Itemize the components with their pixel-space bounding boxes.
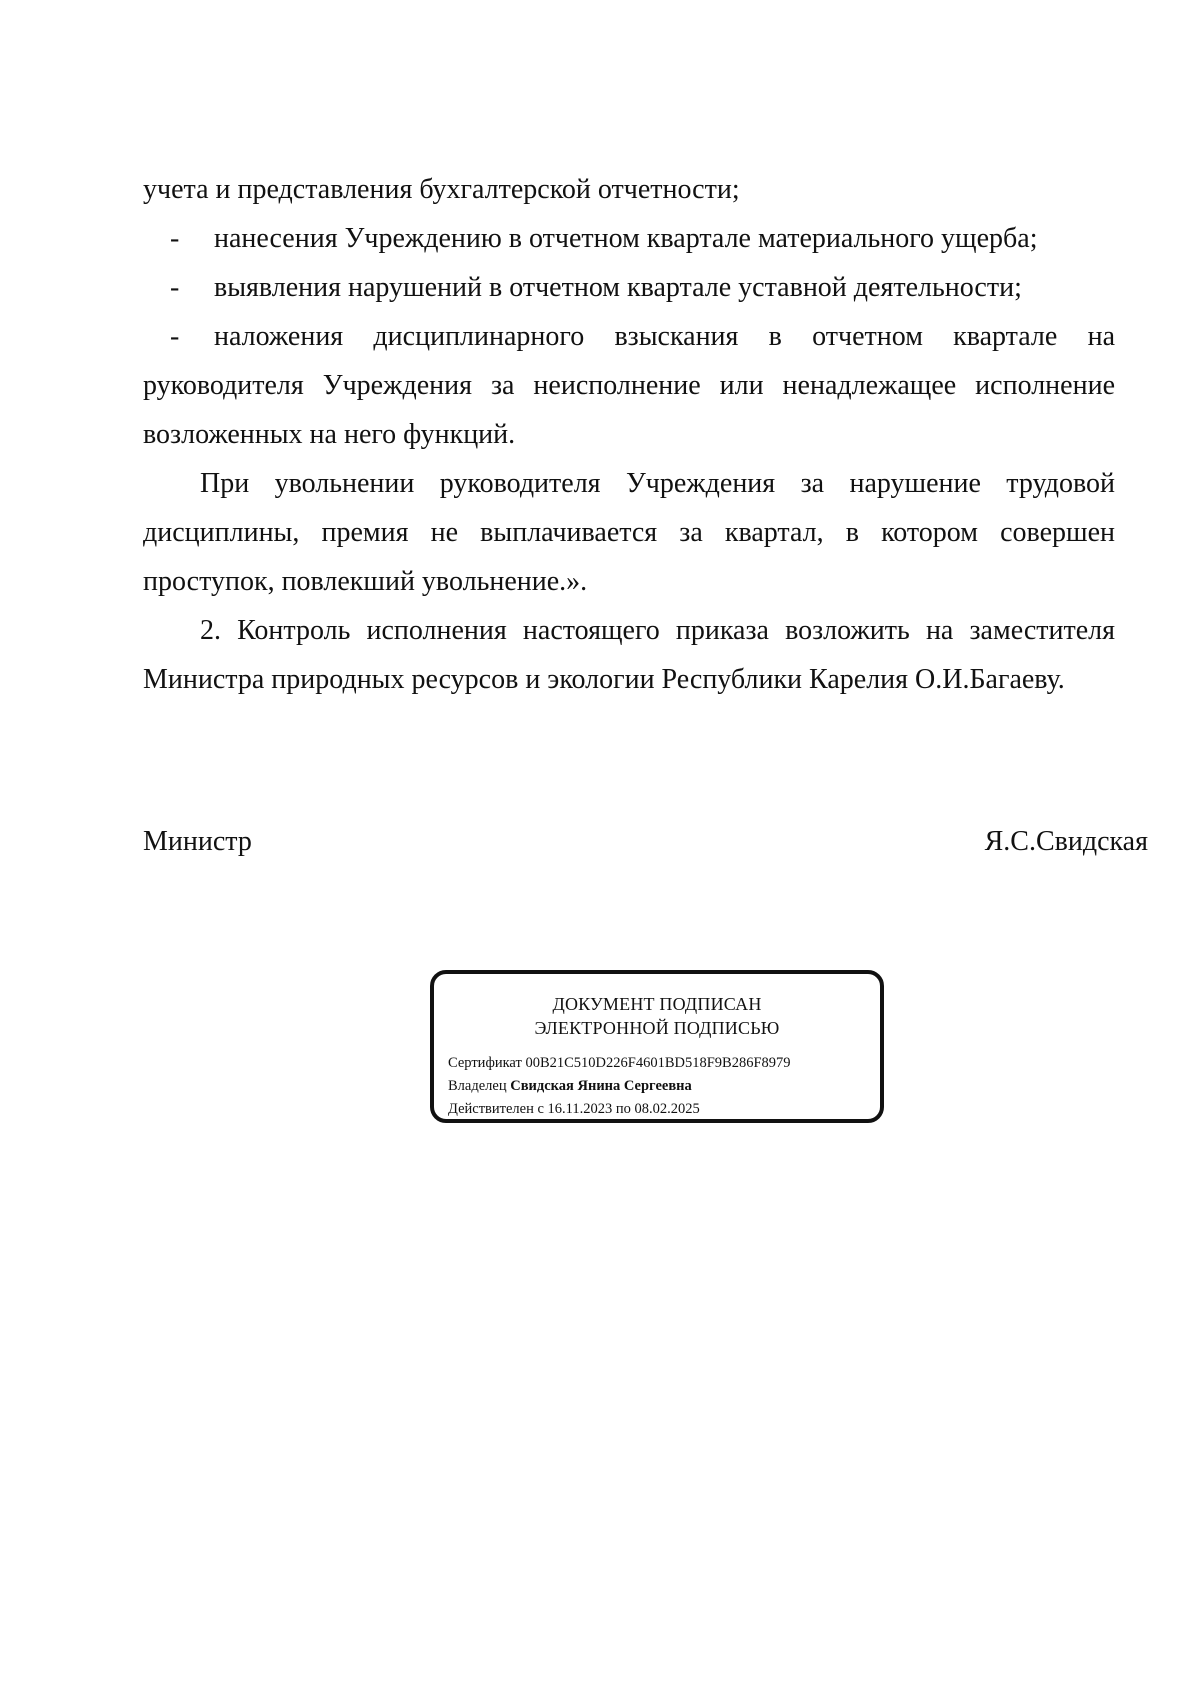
paragraph-continuation: учета и представления бухгалтерской отчетности; bbox=[143, 174, 740, 205]
valid-label: Действителен с bbox=[448, 1101, 544, 1117]
stamp-details bbox=[448, 1052, 791, 1121]
stamp-certificate-row bbox=[448, 1052, 791, 1075]
list-item-text: наложения дисциплинарного взыскания в отчетном квартале на руководителя Учреждения за неисполнение или ненадлежащее исполнение возложенных на него функций. bbox=[143, 321, 1115, 450]
stamp-owner-row bbox=[448, 1075, 791, 1098]
document-body bbox=[143, 165, 1115, 704]
certificate-label: Сертификат bbox=[448, 1055, 522, 1071]
stamp-title-line1: ДОКУМЕНТ ПОДПИСАН bbox=[552, 994, 762, 1014]
valid-to-label: по bbox=[615, 1101, 631, 1117]
list-item-violations bbox=[143, 263, 1115, 312]
owner-label: Владелец bbox=[448, 1078, 507, 1094]
certificate-value: 00B21C510D226F4601BD518F9B286F8979 bbox=[525, 1055, 791, 1071]
list-item-disciplinary bbox=[143, 312, 1115, 459]
stamp-title-line2: ЭЛЕКТРОННОЙ ПОДПИСЬЮ bbox=[534, 1018, 780, 1038]
stamp-title bbox=[434, 992, 880, 1040]
paragraph-dismissal: При увольнении руководителя Учреждения за нарушение трудовой дисциплины, премия не выплачивается за квартал, в котором совершен проступок, повлекший увольнение.». bbox=[143, 468, 1115, 597]
list-dash: - bbox=[170, 223, 180, 254]
valid-from: 16.11.2023 bbox=[547, 1101, 613, 1117]
signer-name: Я.С.Свидская bbox=[984, 826, 1148, 857]
valid-to: 08.02.2025 bbox=[634, 1101, 700, 1117]
list-item-text: выявления нарушений в отчетном квартале уставной деятельности; bbox=[214, 272, 1022, 303]
list-dash: - bbox=[170, 321, 180, 352]
paragraph-control: 2. Контроль исполнения настоящего приказа возложить на заместителя Министра природных ресурсов и экологии Республики Карелия О.И.Багаеву. bbox=[143, 615, 1115, 695]
signature-block bbox=[143, 822, 1148, 862]
electronic-signature-stamp bbox=[430, 970, 884, 1123]
owner-value: Свидская Янина Сергеевна bbox=[510, 1078, 692, 1094]
list-item-text: нанесения Учреждению в отчетном квартале материального ущерба; bbox=[214, 223, 1038, 254]
signer-position: Министр bbox=[143, 826, 252, 857]
stamp-validity-row bbox=[448, 1098, 791, 1121]
list-dash: - bbox=[170, 272, 180, 303]
list-item-damage bbox=[143, 214, 1115, 263]
